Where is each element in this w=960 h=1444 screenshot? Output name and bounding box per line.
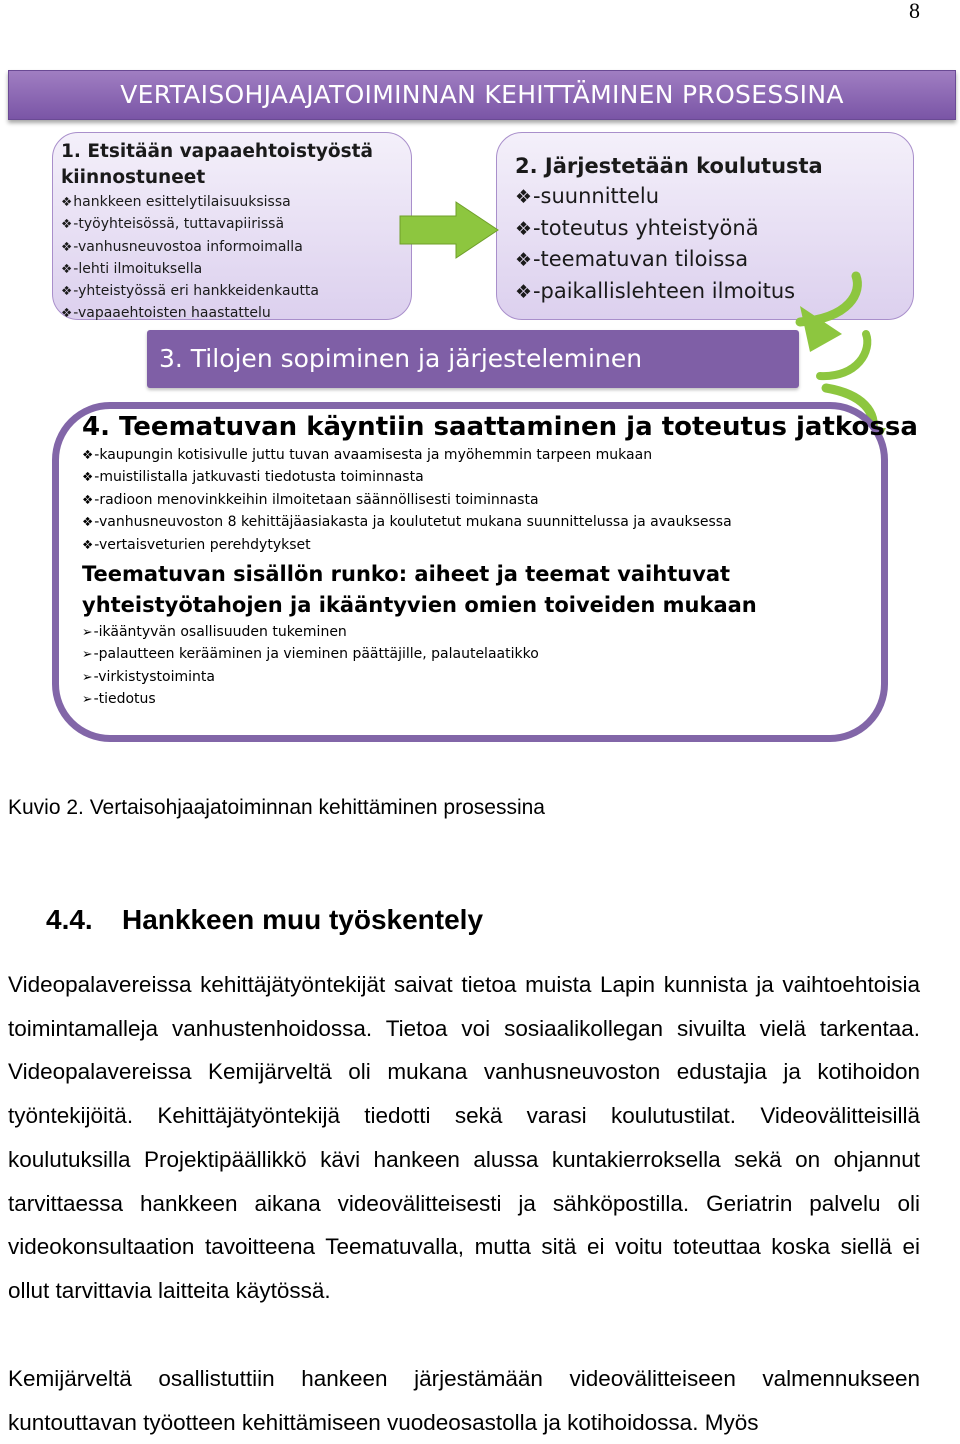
step1-list-item-text: -yhteistyössä eri hankkeidenkautta bbox=[73, 283, 320, 300]
step1-list-item-text: -vapaaehtoisten haastattelu bbox=[73, 305, 271, 322]
bullet-icon: ❖ bbox=[61, 305, 73, 321]
step2-list-item-text: -toteutus yhteistyönä bbox=[532, 215, 759, 240]
bullet-icon: ➢ bbox=[82, 624, 93, 640]
step4-sublist-item-text: -tiedotus bbox=[93, 691, 156, 708]
step1-title-line2: kiinnostuneet bbox=[61, 167, 206, 188]
step4-subtitle-line2: yhteistyötahojen ja ikääntyvien omien toiveiden mukaan bbox=[82, 593, 757, 618]
step4-list-item-text: -muistilistalla jatkuvasti tiedotusta toiminnasta bbox=[94, 469, 424, 486]
paragraph-1: Videopalavereissa kehittäjätyöntekijät saivat tietoa muista Lapin kunnista ja vaihtoehtoisia toimintamalleja vanhustenhoidossa. Tietoa voi sosiaalikollegan sivuilta vielä tarkentaa. Videopalavereissa Kemijärveltä oli mukana vanhusneuvoston edustajia ja kotihoidon työntekijöitä. Kehittäjätyöntekijä tiedotti sekä varasi koulutustilat. Videovälitteisillä koulutuksilla Projektipäällikkö kävi hankeen alussa kuntakierroksella sekä on ohjannut tarvittaessa hankkeen aikana videovälitteisesti ja sähköpostilla. Geriatrin palvelu oli videokonsultaation tavoitteena Teematuvalla, mutta sitä ei voitu toteuttaa koska siellä ei ollut tarvittavia laitteita käytössä. bbox=[8, 972, 920, 1303]
section-title: Hankkeen muu työskentely bbox=[122, 904, 484, 935]
step4-sublist-item bbox=[82, 666, 882, 688]
bullet-icon: ❖ bbox=[82, 469, 94, 485]
step4-list-item bbox=[82, 534, 882, 556]
step4-list-item bbox=[82, 489, 882, 511]
step2-title: 2. Järjestetään koulutusta bbox=[515, 154, 823, 178]
bullet-icon: ➢ bbox=[82, 668, 93, 684]
step1-list-item-text: -lehti ilmoituksella bbox=[73, 260, 203, 277]
step4-list-item-text: -radioon menovinkkeihin ilmoitetaan säännöllisesti toiminnasta bbox=[94, 491, 539, 508]
bullet-icon: ❖ bbox=[82, 491, 94, 507]
step3-box: 3. Tilojen sopiminen ja järjesteleminen bbox=[147, 330, 799, 388]
step4-sublist-item bbox=[82, 643, 882, 665]
bullet-icon: ❖ bbox=[515, 217, 532, 240]
bullet-icon: ❖ bbox=[82, 447, 94, 462]
bullet-icon: ❖ bbox=[61, 260, 73, 276]
step2-list-item-text: -suunnittelu bbox=[532, 184, 660, 208]
step4-list-item-text: -vertaisveturien perehdytykset bbox=[94, 536, 311, 553]
diagram-title-banner: VERTAISOHJAAJATOIMINNAN KEHITTÄMINEN PROSESSINA bbox=[8, 70, 956, 120]
step4-list bbox=[82, 444, 882, 556]
bullet-icon: ➢ bbox=[82, 691, 93, 707]
bullet-icon: ❖ bbox=[61, 238, 73, 254]
step4-list-item bbox=[82, 444, 882, 466]
step4-sublist-item bbox=[82, 621, 882, 643]
section-number: 4.4. bbox=[46, 904, 93, 935]
paragraph-2: Kemijärveltä osallistuttiin hankeen järjestämään videovälitteiseen valmennukseen kuntouttavan työotteen kehittämiseen vuodeosastolla ja kotihoidossa. Myös bbox=[8, 1366, 920, 1435]
step4-list-item bbox=[82, 466, 882, 488]
step4-sublist-item-text: -ikääntyvän osallisuuden tukeminen bbox=[93, 624, 347, 641]
page-number: 8 bbox=[909, 0, 920, 23]
step2-list-item-text: -teematuvan tiloissa bbox=[532, 247, 749, 271]
bullet-icon: ❖ bbox=[61, 194, 73, 209]
bullet-icon: ❖ bbox=[61, 283, 73, 299]
step4-sublist bbox=[82, 621, 882, 711]
bullet-icon: ❖ bbox=[82, 514, 94, 530]
curved-arrow-icon-upper bbox=[800, 276, 857, 352]
bullet-icon: ➢ bbox=[82, 646, 93, 662]
bullet-icon: ❖ bbox=[515, 280, 532, 303]
step4-sublist-item-text: -palautteen kerääminen ja vieminen päättäjille, palautelaatikko bbox=[93, 646, 539, 663]
step1-list-item-text: hankkeen esittelytilaisuuksissa bbox=[73, 194, 291, 210]
step2-list-item-text: -paikallislehteen ilmoitus bbox=[532, 278, 796, 303]
step1-list-item-text: -työyhteisössä, tuttavapiirissä bbox=[73, 216, 285, 233]
right-arrow-icon bbox=[400, 202, 498, 258]
step1-list-item-text: -vanhusneuvostoa informoimalla bbox=[73, 238, 303, 255]
section-heading bbox=[46, 904, 483, 936]
figure-caption: Kuvio 2. Vertaisohjaajatoiminnan kehittäminen prosessina bbox=[8, 796, 545, 819]
step4-content bbox=[82, 410, 918, 711]
bullet-icon: ❖ bbox=[61, 216, 73, 232]
step4-list-item-text: -vanhusneuvoston 8 kehittäjäasiakasta ja koulutetut mukana suunnittelussa ja avauksessa bbox=[94, 514, 732, 531]
step4-subtitle-line1: Teematuvan sisällön runko: aiheet ja teemat vaihtuvat bbox=[82, 562, 731, 587]
bullet-icon: ❖ bbox=[515, 186, 532, 208]
step4-title: 4. Teematuvan käyntiin saattaminen ja toteutus jatkossa bbox=[82, 412, 918, 442]
step4-sublist-item bbox=[82, 688, 882, 710]
step4-list-item-text: -kaupungin kotisivulle juttu tuvan avaamisesta ja myöhemmin tarpeen mukaan bbox=[94, 447, 653, 463]
step4-sublist-item-text: -virkistystoiminta bbox=[93, 668, 215, 685]
bullet-icon: ❖ bbox=[515, 249, 532, 271]
bullet-icon: ❖ bbox=[82, 536, 94, 552]
step4-list-item bbox=[82, 511, 882, 533]
step1-title-line1: 1. Etsitään vapaaehtoistyöstä bbox=[61, 141, 373, 162]
